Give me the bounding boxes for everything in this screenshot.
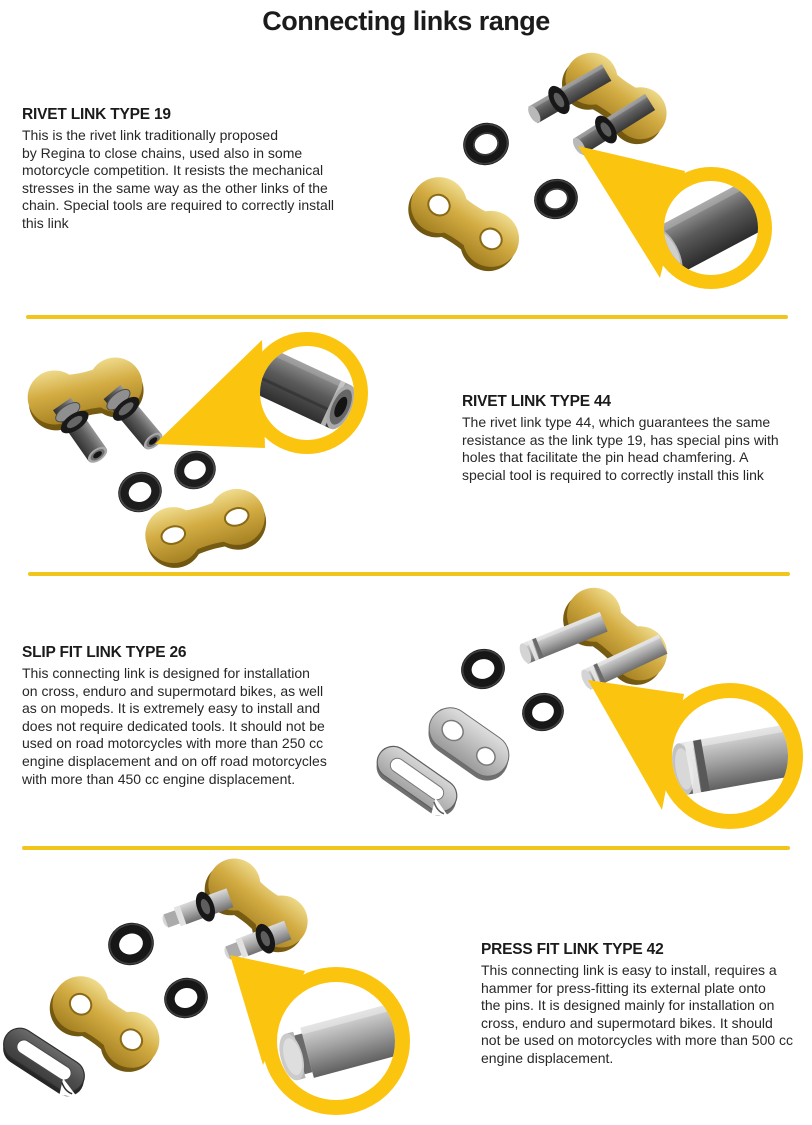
illustration-rivet-link-type-19 <box>398 46 812 310</box>
section-text-type-42 <box>481 941 812 1068</box>
o-ring <box>169 445 221 495</box>
magnifier-callout <box>230 955 425 1115</box>
illustration-slip-fit-link-type-26 <box>372 584 812 844</box>
magnifier-callout <box>578 146 794 289</box>
section-heading: RIVET LINK TYPE 44 <box>462 393 611 410</box>
section-body: The rivet link type 44, which guarantees the same resistance as the link type 19, has special pins with holes that facilitate the pin head chamfering. A special tool is required to correctly install this link <box>462 414 779 483</box>
section-divider <box>28 572 790 576</box>
section-divider <box>22 846 790 850</box>
o-ring <box>103 917 160 971</box>
section-body: This is the rivet link traditionally proposed by Regina to close chains, used also in some motorcycle competition. It resists the mechanical stresses in the same way as the other links of the chain. Special tools are required to correctly install this link <box>22 127 335 231</box>
section-text-type-44 <box>462 393 812 484</box>
o-ring <box>458 117 515 171</box>
page-title: Connecting links range <box>262 6 550 36</box>
section-divider <box>26 315 788 319</box>
o-ring <box>518 688 568 736</box>
section-heading: SLIP FIT LINK TYPE 26 <box>22 644 187 661</box>
section-heading: PRESS FIT LINK TYPE 42 <box>481 941 664 958</box>
section-body: This connecting link is easy to install, requires a hammer for press-fitting its external plate onto the pins. It is designed mainly for installation on cross, enduro and supermotard bikes. It should not be used on motorcycles with more than 500 cc engine displacement. <box>481 962 794 1066</box>
illustration-rivet-link-type-44 <box>0 326 446 572</box>
section-text-type-19 <box>22 106 370 233</box>
section-text-type-26 <box>22 644 374 788</box>
outer-plate <box>398 166 530 281</box>
illustration-press-fit-link-type-42 <box>0 858 462 1125</box>
o-ring <box>112 466 167 519</box>
magnifier-callout <box>155 332 368 454</box>
o-ring <box>530 174 583 224</box>
section-heading: RIVET LINK TYPE 19 <box>22 106 171 123</box>
magnifier-callout <box>588 680 812 829</box>
o-ring <box>159 972 213 1024</box>
o-ring <box>457 644 510 694</box>
section-body: This connecting link is designed for installation on cross, enduro and supermotard bikes, as well as on mopeds. It is extremely easy to install and does not require dedicated tools. It should not be used on road motorcycles with more than 250 cc engine displacement and on off road motorcycles with more than 450 cc engine displacement. <box>22 665 327 787</box>
stepped-pin <box>158 883 235 936</box>
